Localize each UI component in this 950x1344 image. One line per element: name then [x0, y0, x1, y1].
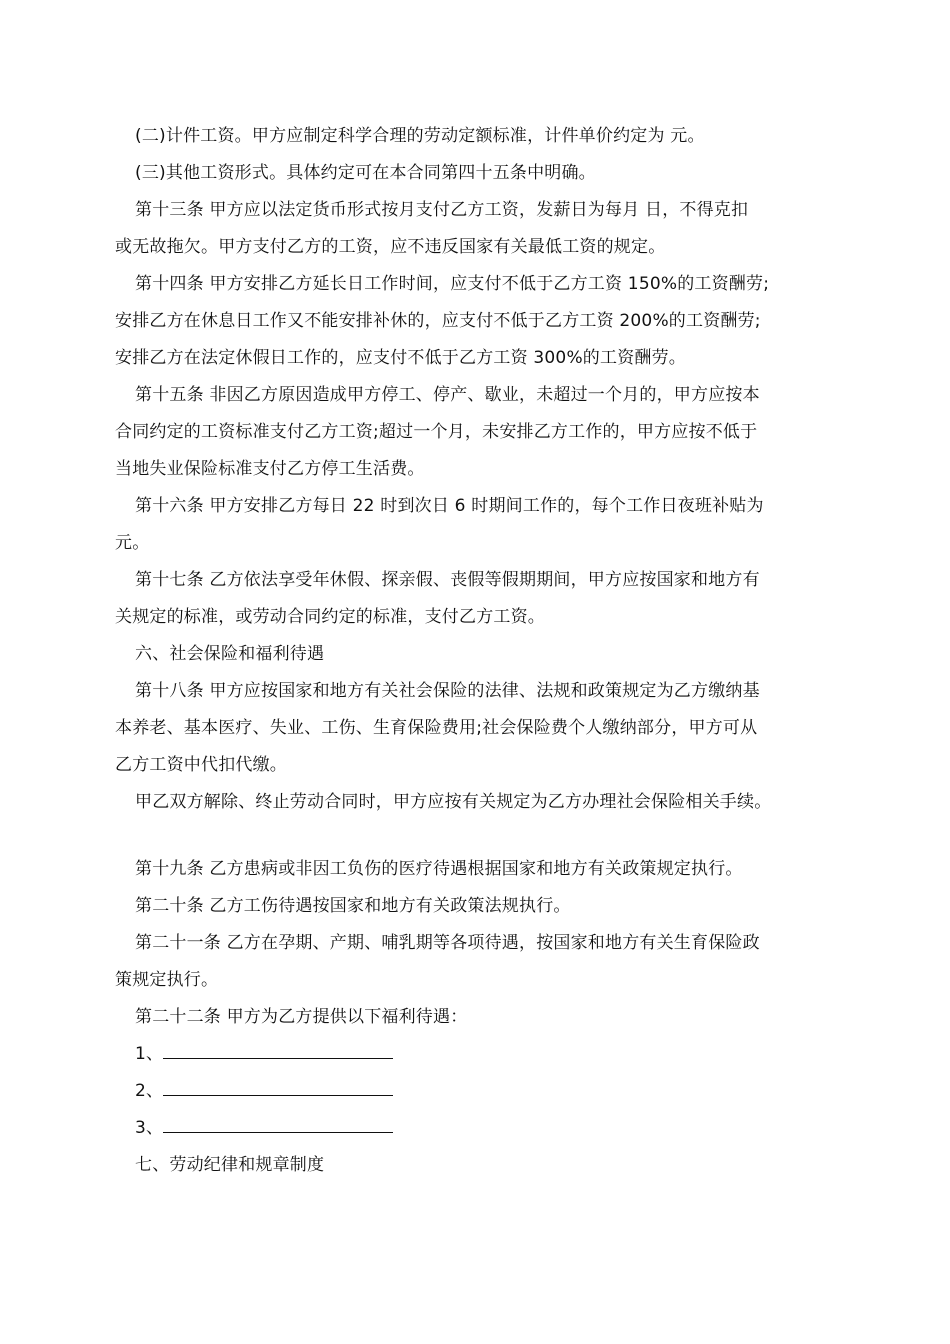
article-17-line-2: 关规定的标准，或劳动合同约定的标准，支付乙方工资。 [115, 607, 545, 627]
article-18-line-2: 本养老、基本医疗、失业、工伤、生育保险费用;社会保险费个人缴纳部分，甲方可从 [115, 718, 758, 738]
article-21-line-1: 第二十一条 乙方在孕期、产期、哺乳期等各项待遇，按国家和地方有关生育保险政 [135, 933, 760, 953]
article-16-line-2: 元。 [115, 533, 150, 553]
benefit-item-1 [115, 1036, 845, 1073]
social-insurance-termination: 甲乙双方解除、终止劳动合同时，甲方应按有关规定为乙方办理社会保险相关手续。 [135, 792, 772, 812]
article-21-line-2: 策规定执行。 [115, 970, 219, 990]
article-14-line-2: 安排乙方在休息日工作又不能安排补休的，应支付不低于乙方工资 200%的工资酬劳; [115, 311, 761, 331]
fill-in-blank[interactable] [163, 1081, 393, 1096]
clause-other-wage: (三)其他工资形式。具体约定可在本合同第四十五条中明确。 [135, 163, 596, 183]
clause-piece-wage: (二)计件工资。甲方应制定科学合理的劳动定额标准，计件单价约定为 元。 [135, 126, 705, 146]
article-16-line-1: 第十六条 甲方安排乙方每日 22 时到次日 6 时期间工作的，每个工作日夜班补贴为 [135, 496, 764, 516]
document-page [115, 118, 845, 1184]
article-13-line-1: 第十三条 甲方应以法定货币形式按月支付乙方工资，发薪日为每月 日，不得克扣 [135, 200, 749, 220]
benefit-item-3 [115, 1110, 845, 1147]
article-18-line-1: 第十八条 甲方应按国家和地方有关社会保险的法律、法规和政策规定为乙方缴纳基 [135, 681, 760, 701]
article-18-line-3: 乙方工资中代扣代缴。 [115, 755, 287, 775]
article-14-line-3: 安排乙方在法定休假日工作的，应支付不低于乙方工资 300%的工资酬劳。 [115, 348, 687, 368]
benefit-item-number: 3、 [135, 1118, 164, 1138]
section-7-heading: 七、劳动纪律和规章制度 [135, 1155, 325, 1175]
article-15-line-3: 当地失业保险标准支付乙方停工生活费。 [115, 459, 425, 479]
article-15-line-2: 合同约定的工资标准支付乙方工资;超过一个月，未安排乙方工作的，甲方应按不低于 [115, 422, 758, 442]
article-20: 第二十条 乙方工伤待遇按国家和地方有关政策法规执行。 [135, 896, 571, 916]
benefit-item-number: 1、 [135, 1044, 164, 1064]
fill-in-blank[interactable] [163, 1118, 393, 1133]
paragraph-gap [115, 821, 845, 851]
article-15-line-1: 第十五条 非因乙方原因造成甲方停工、停产、歇业，未超过一个月的，甲方应按本 [135, 385, 760, 405]
benefit-item-2 [115, 1073, 845, 1110]
article-19: 第十九条 乙方患病或非因工负伤的医疗待遇根据国家和地方有关政策规定执行。 [135, 859, 743, 879]
article-13-line-2: 或无故拖欠。甲方支付乙方的工资，应不违反国家有关最低工资的规定。 [115, 237, 666, 257]
fill-in-blank[interactable] [163, 1044, 393, 1059]
article-22: 第二十二条 甲方为乙方提供以下福利待遇： [135, 1007, 468, 1027]
article-14-line-1: 第十四条 甲方安排乙方延长日工作时间，应支付不低于乙方工资 150%的工资酬劳; [135, 274, 770, 294]
article-17-line-1: 第十七条 乙方依法享受年休假、探亲假、丧假等假期期间，甲方应按国家和地方有 [135, 570, 760, 590]
benefit-item-number: 2、 [135, 1081, 164, 1101]
section-6-heading: 六、社会保险和福利待遇 [135, 644, 325, 664]
